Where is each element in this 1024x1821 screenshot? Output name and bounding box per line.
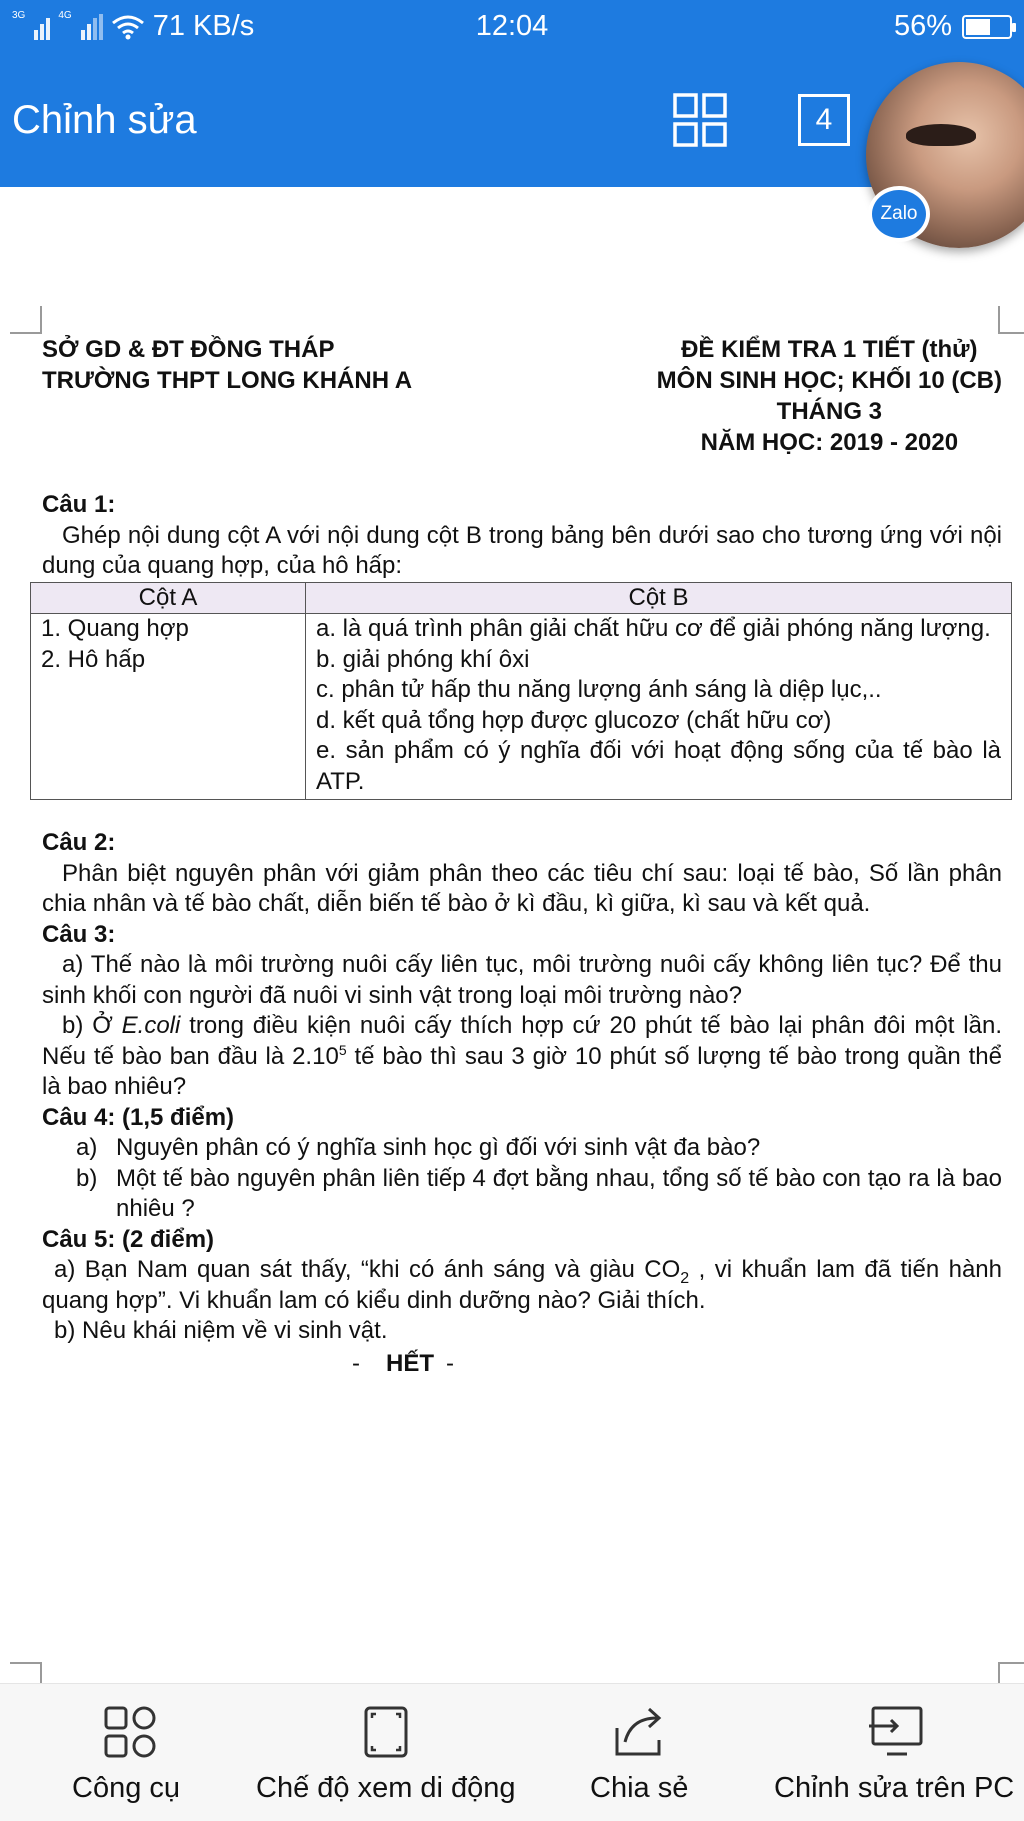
document-page	[42, 334, 1002, 1379]
question-1-title: Câu 1:	[42, 491, 116, 518]
question-3b-text	[42, 1011, 1002, 1103]
tools-button[interactable]	[60, 1684, 200, 1821]
question-2-title: Câu 2:	[42, 829, 116, 856]
exam-title: ĐỀ KIỂM TRA 1 TIẾT (thử)	[681, 336, 978, 363]
end-marker	[42, 1349, 1002, 1380]
q3b-species: E.coli	[121, 1012, 181, 1039]
page-title: Chỉnh sửa	[12, 98, 197, 142]
matching-table	[30, 582, 1012, 801]
column-b-cell	[306, 614, 1012, 800]
edit-on-pc-label: Chỉnh sửa trên PC	[774, 1772, 1015, 1804]
end-dash: -	[446, 1349, 454, 1377]
column-b-item: d. kết quả tổng hợp được glucozơ (chất hữu cơ)	[316, 706, 832, 734]
question-5-title: Câu 5: (2 điểm)	[42, 1225, 215, 1253]
end-dash: -	[352, 1349, 360, 1377]
question-1-text: Ghép nội dung cột A với nội dung cột B trong bảng bên dưới sao cho tương ứng với nội dung của quang hợp, của hô hấp:	[42, 521, 1002, 579]
column-b-item: b. giải phóng khí ôxi	[316, 645, 530, 673]
q5a-pre: a) Bạn Nam quan sát thấy, “khi có ánh sáng và giàu CO	[54, 1256, 681, 1283]
status-right	[894, 10, 1012, 43]
question-4b	[42, 1164, 1002, 1225]
question-3a-text: a) Thế nào là môi trường nuôi cấy liên tục, môi trường nuôi cấy không liên tục? Để thu sinh khối con người đã nuôi vi sinh vật trong loại môi trường nào?	[42, 951, 1002, 1009]
exam-info	[657, 334, 1002, 458]
bottom-toolbar	[0, 1683, 1024, 1821]
mobile-view-icon	[362, 1704, 410, 1760]
column-b-item: a. là quá trình phân giải chất hữu cơ để giải phóng năng lượng.	[316, 615, 991, 642]
q4b-marker: b)	[76, 1164, 98, 1192]
question-4-title: Câu 4: (1,5 điểm)	[42, 1103, 235, 1131]
question-5b-text: b) Nêu khái niệm về vi sinh vật.	[54, 1317, 388, 1344]
document-header	[42, 334, 1002, 458]
subject: MÔN SINH HỌC; KHỐI 10 (CB)	[656, 367, 1002, 394]
column-a-cell	[31, 614, 306, 800]
edit-on-pc-icon	[867, 1704, 927, 1760]
question-3-title: Câu 3:	[42, 920, 116, 948]
department: SỞ GD & ĐT ĐỒNG THÁP	[42, 336, 335, 363]
school-name: TRƯỜNG THPT LONG KHÁNH A	[42, 367, 413, 394]
column-b-item: c. phân tử hấp thu năng lượng ánh sáng là diệp lục,..	[316, 676, 882, 703]
q3b-post: tế bào thì sau 3 giờ 10 phút số lượng tế bào trong quần thể là bao nhiêu?	[42, 1042, 1003, 1100]
battery-icon	[962, 15, 1012, 39]
share-button[interactable]	[585, 1684, 695, 1821]
question-5a-text	[42, 1255, 1002, 1316]
month: THÁNG 3	[776, 398, 882, 425]
avatar-photo	[906, 124, 976, 146]
crop-mark	[998, 306, 1024, 334]
school-info	[42, 334, 412, 458]
mobile-view-label: Chế độ xem di động	[256, 1772, 516, 1804]
crop-mark	[10, 306, 42, 334]
question-2-text: Phân biệt nguyên phân với giảm phân theo các tiêu chí sau: loại tế bào, Số lần phân chia nhân và tế bào chất, diễn biến tế bào ở kì đầu, kì giữa, kì sau và kết quả.	[42, 859, 1002, 917]
share-label: Chia sẻ	[590, 1772, 689, 1804]
network-type-2: 4G	[58, 10, 72, 21]
column-a-item: 1. Quang hợp	[41, 615, 189, 642]
q3b-exponent: 5	[338, 1041, 347, 1058]
tools-icon	[102, 1704, 158, 1760]
column-a-header: Cột A	[31, 582, 306, 614]
mobile-view-button[interactable]	[250, 1684, 520, 1821]
column-b-header: Cột B	[306, 582, 1012, 614]
q4a-marker: a)	[76, 1134, 98, 1161]
share-icon	[611, 1704, 669, 1760]
q4b-text: Một tế bào nguyên phân liên tiếp 4 đợt bằng nhau, tổng số tế bào con tạo ra là bao nhiêu ?	[116, 1164, 1002, 1222]
grid-view-icon[interactable]	[672, 92, 728, 148]
tab-count-button[interactable]: 4	[798, 94, 850, 146]
tools-label: Công cụ	[72, 1772, 181, 1804]
q3b-pre: b) Ở	[62, 1012, 122, 1039]
edit-on-pc-button[interactable]	[770, 1684, 1020, 1821]
zalo-badge[interactable]: Zalo	[868, 186, 930, 242]
q5a-post: , vi khuẩn lam đã tiến hành quang hợp”. Vi khuẩn lam có kiểu dinh dưỡng nào? Giải thích.	[42, 1256, 1002, 1314]
status-bar	[0, 0, 1024, 52]
battery-percent: 56%	[893, 10, 952, 42]
network-type-1: 3G	[12, 10, 26, 21]
question-4a	[42, 1133, 1002, 1164]
school-year: NĂM HỌC: 2019 - 2020	[700, 429, 959, 456]
column-b-item: e. sản phẩm có ý nghĩa đối với hoạt động sống của tế bào là ATP.	[316, 737, 1001, 795]
network-speed: 71 KB/s	[152, 10, 255, 42]
q4a-text: Nguyên phân có ý nghĩa sinh học gì đối với sinh vật đa bào?	[116, 1134, 761, 1161]
end-label: HẾT	[386, 1349, 434, 1377]
clock: 12:04	[475, 10, 549, 42]
q3b-mid: trong điều kiện nuôi cấy thích hợp cứ 20 phút tế bào lại phân đôi một lần. Nếu tế bào ban đầu là 2.10	[42, 1012, 1002, 1070]
column-a-item: 2. Hô hấp	[41, 645, 146, 673]
q5a-sub: 2	[680, 1269, 690, 1287]
